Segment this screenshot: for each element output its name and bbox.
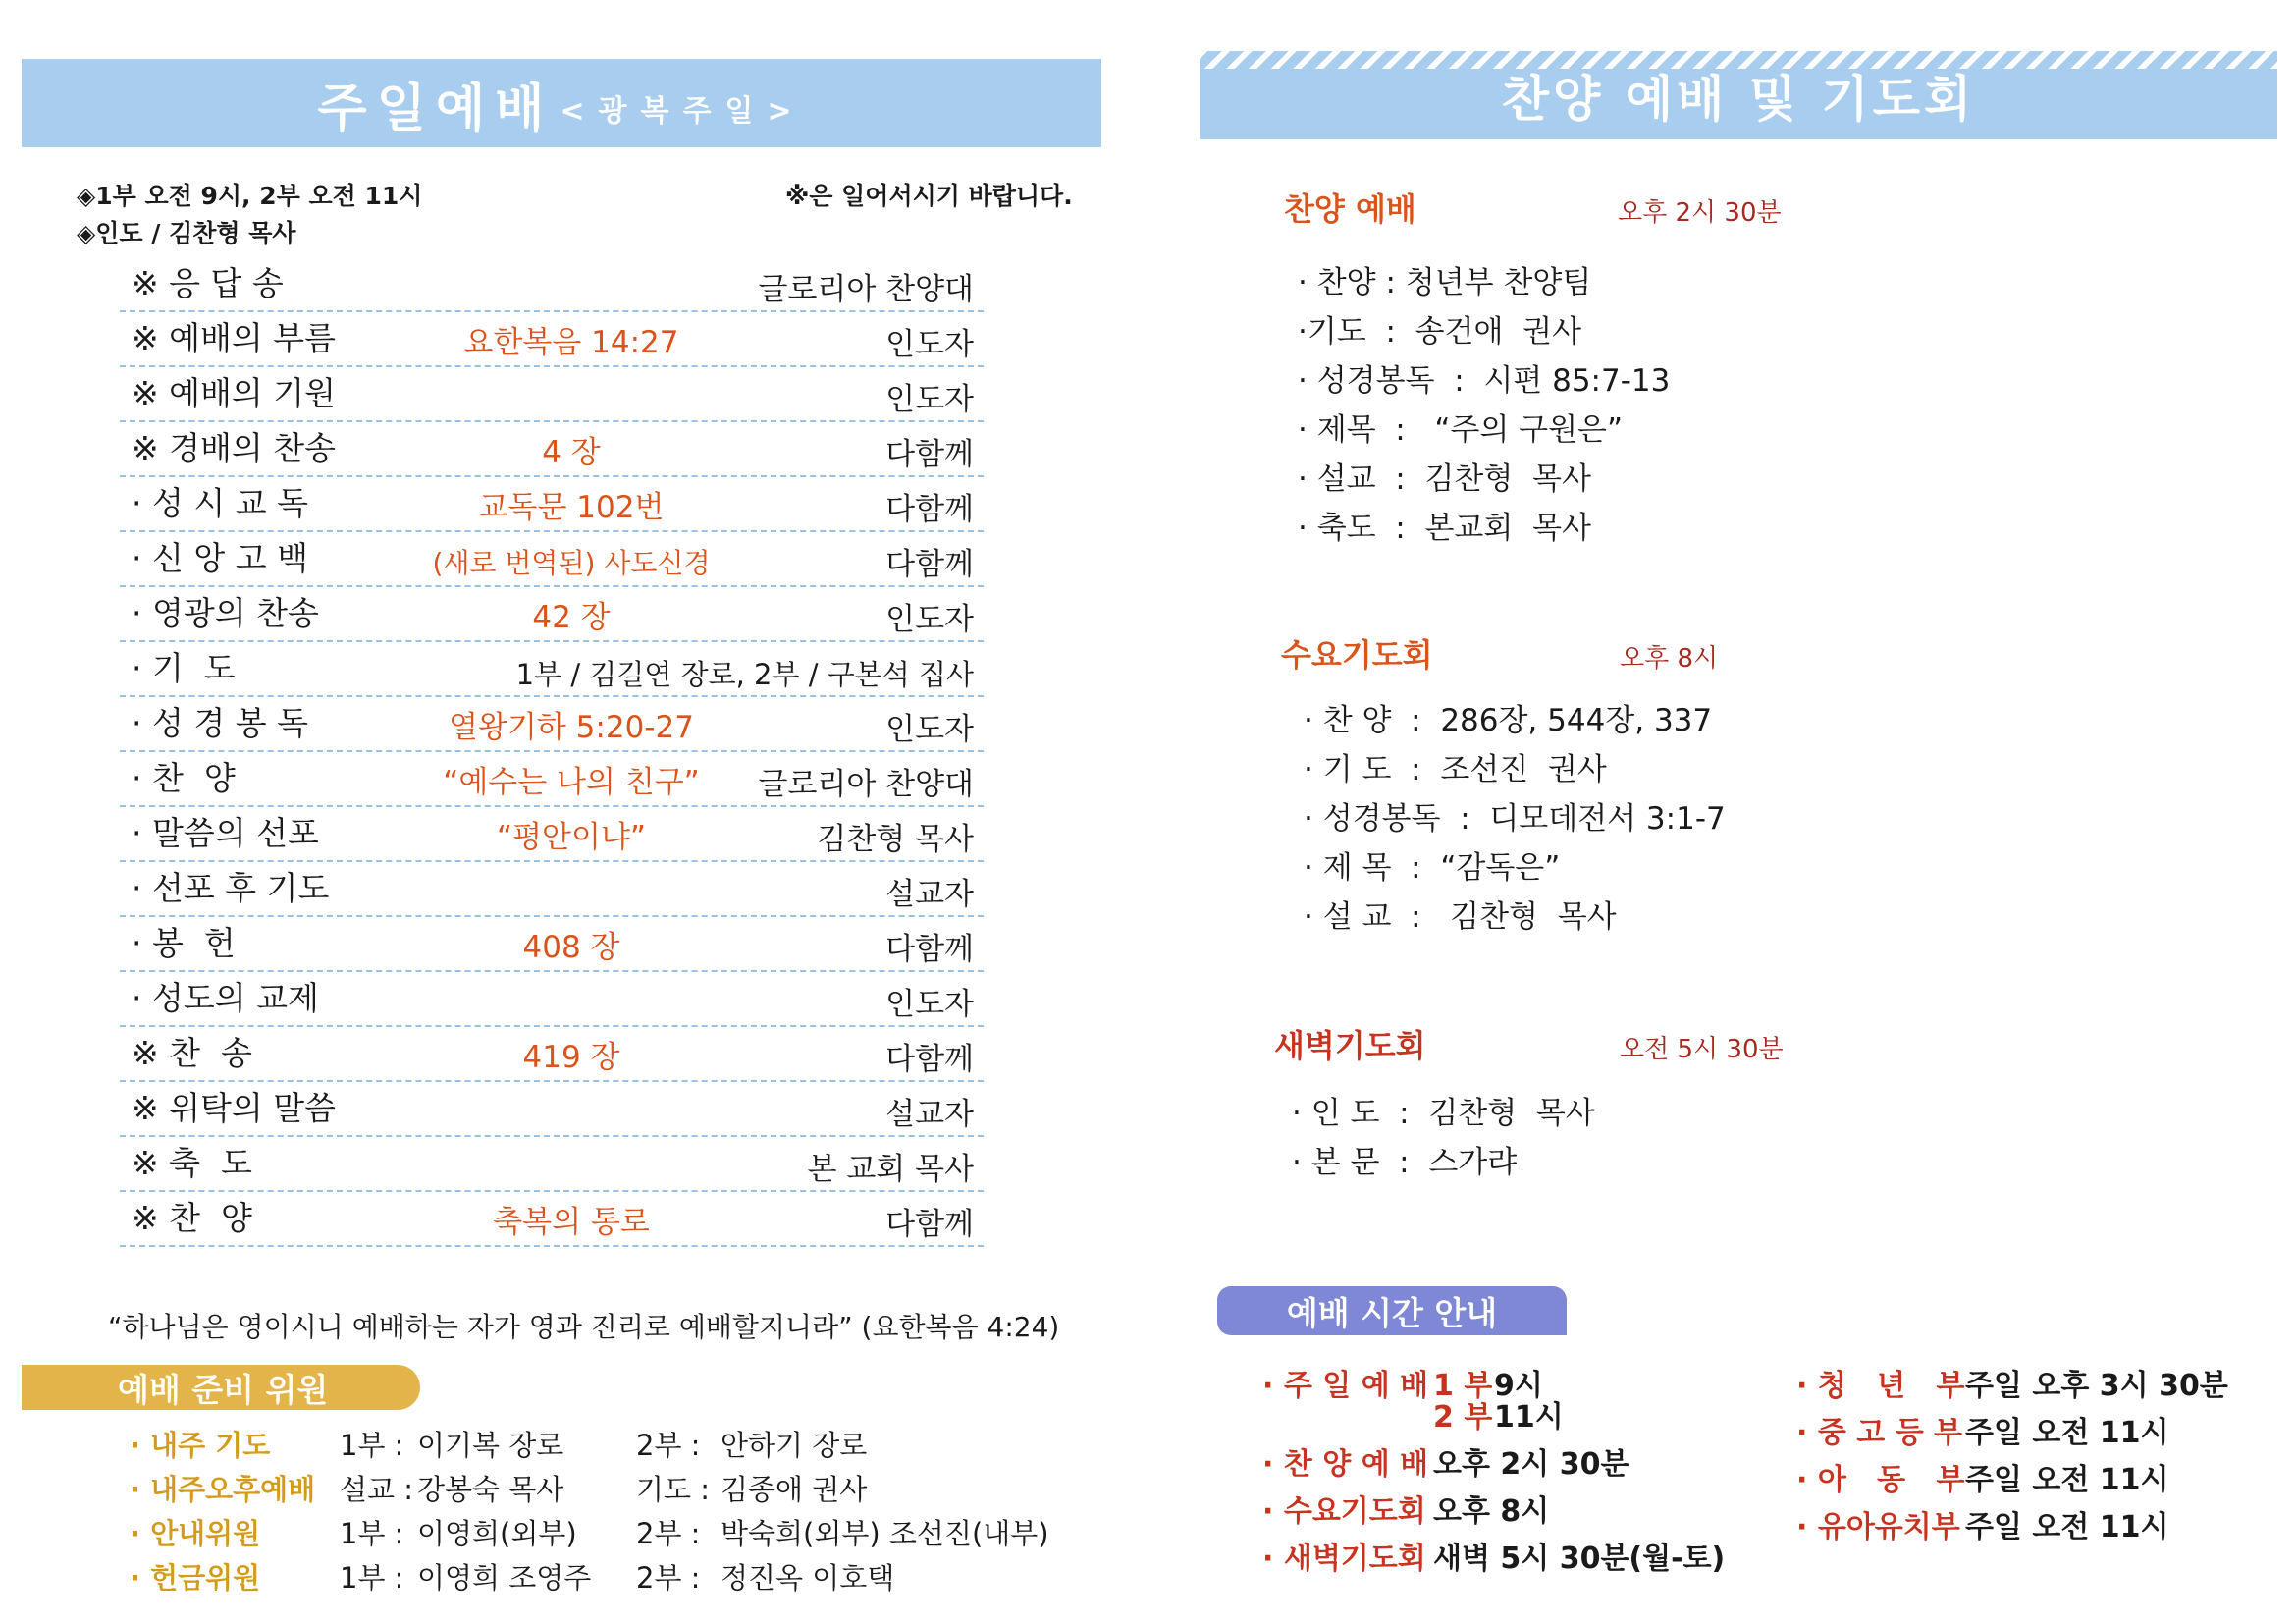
guide-dept-label: · 아 동 부 bbox=[1796, 1463, 1965, 1497]
committee-title-text: 예배 준비 위원 bbox=[118, 1370, 329, 1409]
worship-item-name: · 말씀의 선포 bbox=[132, 814, 319, 852]
guide-dept-label: · 청 년 부 bbox=[1796, 1369, 1965, 1403]
worship-item-detail: 408 장 bbox=[522, 930, 620, 965]
service-leader: ◈인도 / 김찬형 목사 bbox=[77, 219, 296, 247]
service-times: ◈1부 오전 9시, 2부 오전 11시 bbox=[77, 182, 423, 210]
worship-order-row bbox=[120, 862, 984, 917]
committee-title bbox=[22, 1365, 420, 1410]
worship-order-row bbox=[120, 312, 984, 367]
left-header-bar bbox=[22, 59, 1101, 147]
worship-item-detail: 4 장 bbox=[542, 435, 601, 470]
worship-item-leader: 설교자 bbox=[885, 877, 974, 912]
worship-order-row bbox=[120, 752, 984, 807]
worship-item-name: ※ 경배의 찬송 bbox=[132, 429, 337, 467]
worship-order-row bbox=[120, 422, 984, 477]
worship-item-detail: “평안이냐” bbox=[497, 820, 646, 855]
worship-order-row bbox=[120, 532, 984, 587]
committee-row bbox=[130, 1512, 1111, 1551]
worship-order-row bbox=[120, 642, 984, 697]
worship-item-detail: “예수는 나의 친구” bbox=[443, 765, 700, 800]
guide-service-label: · 수요기도회 bbox=[1262, 1494, 1426, 1529]
dawn-prayer-title: 새벽기도회 bbox=[1274, 1027, 1426, 1064]
service-guide-title bbox=[1217, 1286, 1567, 1335]
guide-dept-label: · 유아유치부 bbox=[1796, 1510, 1960, 1544]
header-stripe-decoration bbox=[1200, 51, 2277, 69]
committee-a-label: 설교 : bbox=[340, 1473, 414, 1506]
worship-item-leader: 인도자 bbox=[885, 987, 974, 1022]
worship-item-name: · 성 경 봉 독 bbox=[132, 704, 308, 742]
worship-item-name: ※ 응 답 송 bbox=[132, 264, 284, 302]
worship-order-row bbox=[120, 917, 984, 972]
committee-a-value: 이영희(외부) bbox=[417, 1517, 577, 1550]
worship-item-name: · 기 도 bbox=[132, 649, 236, 687]
committee-b-value: 박숙희(외부) 조선진(내부) bbox=[721, 1517, 1049, 1550]
committee-a-label: 1부 : bbox=[340, 1429, 404, 1462]
committee-a-value: 이기복 장로 bbox=[417, 1429, 564, 1462]
detail-line: · 찬양 : 청년부 찬양팀 bbox=[1298, 265, 1592, 300]
committee-row bbox=[130, 1424, 1111, 1463]
worship-item-detail: 요한복음 14:27 bbox=[463, 325, 679, 360]
guide-service-label: · 찬 양 예 배 bbox=[1262, 1447, 1429, 1482]
worship-order-row bbox=[120, 972, 984, 1027]
worship-item-detail: 교독문 102번 bbox=[478, 490, 665, 525]
scripture-verse: “하나님은 영이시니 예배하는 자가 영과 진리로 예배할지니라” (요한복음 4:24) bbox=[108, 1311, 1060, 1343]
detail-line: ·기도 : 송건애 권사 bbox=[1298, 314, 1582, 350]
guide-part-label: 2 부 bbox=[1433, 1400, 1493, 1435]
worship-item-leader: 다함께 bbox=[885, 437, 974, 472]
worship-order-row bbox=[120, 1192, 984, 1247]
worship-item-name: · 봉 헌 bbox=[132, 924, 236, 962]
detail-line: · 축도 : 본교회 목사 bbox=[1298, 511, 1591, 546]
guide-dept-time: 주일 오전 11시 bbox=[1965, 1463, 2169, 1497]
committee-b-label: 2부 : bbox=[636, 1429, 701, 1462]
worship-item-name: ※ 찬 송 bbox=[132, 1034, 252, 1072]
page-subtitle: <광복주일> bbox=[560, 94, 806, 129]
guide-service-label: · 주 일 예 배 bbox=[1262, 1369, 1429, 1403]
worship-order-row bbox=[120, 477, 984, 532]
wednesday-prayer-title: 수요기도회 bbox=[1281, 636, 1433, 674]
worship-order-row bbox=[120, 1137, 984, 1192]
worship-item-name: ※ 위탁의 말씀 bbox=[132, 1089, 337, 1127]
guide-dept-label: · 중 고 등 부 bbox=[1796, 1416, 1963, 1450]
worship-item-leader: 1부 / 김길연 장로, 2부 / 구본석 집사 bbox=[515, 658, 974, 691]
guide-service-time: 새벽 5시 30분(월-토) bbox=[1433, 1542, 1726, 1576]
worship-item-leader: 다함께 bbox=[885, 1207, 974, 1242]
worship-item-leader: 다함께 bbox=[885, 1042, 974, 1077]
worship-item-detail: 42 장 bbox=[532, 600, 611, 635]
guide-service-time: 9시 bbox=[1494, 1369, 1543, 1403]
praise-service-time: 오후 2시 30분 bbox=[1618, 198, 1782, 228]
worship-order-row bbox=[120, 697, 984, 752]
guide-part-label: 1 부 bbox=[1433, 1369, 1493, 1403]
service-guide-title-text: 예배 시간 안내 bbox=[1286, 1293, 1498, 1332]
committee-role: · 내주 기도 bbox=[130, 1429, 271, 1462]
detail-line: · 제목 : “주의 구원은” bbox=[1298, 412, 1624, 448]
detail-line: · 찬 양 : 286장, 544장, 337 bbox=[1304, 703, 1713, 738]
committee-role: · 내주오후예배 bbox=[130, 1473, 316, 1506]
worship-item-leader: 다함께 bbox=[885, 547, 974, 582]
worship-order-row bbox=[120, 807, 984, 862]
worship-item-detail: 419 장 bbox=[522, 1040, 620, 1075]
worship-item-leader: 글로리아 찬양대 bbox=[758, 272, 974, 307]
dawn-prayer-time: 오전 5시 30분 bbox=[1620, 1035, 1784, 1064]
worship-item-leader: 다함께 bbox=[885, 932, 974, 967]
standing-note: ※은 일어서시기 바랍니다. bbox=[785, 182, 1073, 210]
detail-line: · 본 문 : 스가랴 bbox=[1292, 1145, 1518, 1180]
right-page-title: 찬양 예배 및 기도회 bbox=[1501, 71, 1976, 128]
detail-line: · 설 교 : 김찬형 목사 bbox=[1304, 899, 1617, 935]
committee-role: · 헌금위원 bbox=[130, 1561, 261, 1595]
worship-item-leader: 설교자 bbox=[885, 1097, 974, 1132]
worship-item-detail: 축복의 통로 bbox=[493, 1205, 650, 1240]
worship-order-row bbox=[120, 367, 984, 422]
worship-item-name: · 성 시 교 독 bbox=[132, 484, 308, 522]
worship-item-leader: 인도자 bbox=[885, 602, 974, 637]
worship-item-name: · 영광의 찬송 bbox=[132, 594, 319, 632]
guide-service-time: 11시 bbox=[1494, 1400, 1564, 1435]
guide-dept-time: 주일 오전 11시 bbox=[1965, 1416, 2169, 1450]
committee-a-value: 강봉숙 목사 bbox=[417, 1473, 564, 1506]
worship-item-name: · 성도의 교제 bbox=[132, 979, 319, 1017]
order-of-worship bbox=[120, 257, 984, 1247]
committee-b-value: 김종애 권사 bbox=[721, 1473, 868, 1506]
committee-row bbox=[130, 1556, 1111, 1596]
guide-service-time: 오후 8시 bbox=[1433, 1494, 1550, 1529]
worship-item-detail: 열왕기하 5:20-27 bbox=[449, 710, 694, 745]
worship-order-row bbox=[120, 257, 984, 312]
worship-item-name: ※ 예배의 부름 bbox=[132, 319, 337, 357]
worship-item-name: ※ 축 도 bbox=[132, 1144, 252, 1182]
worship-item-name: · 찬 양 bbox=[132, 759, 236, 797]
worship-item-leader: 다함께 bbox=[885, 492, 974, 527]
committee-a-label: 1부 : bbox=[340, 1561, 404, 1595]
worship-item-name: · 선포 후 기도 bbox=[132, 869, 330, 907]
worship-item-name: · 신 앙 고 백 bbox=[132, 539, 308, 577]
worship-item-name: ※ 예배의 기원 bbox=[132, 374, 337, 412]
worship-item-leader: 글로리아 찬양대 bbox=[758, 767, 974, 802]
committee-row bbox=[130, 1468, 1111, 1507]
committee-b-label: 2부 : bbox=[636, 1561, 701, 1595]
committee-b-label: 2부 : bbox=[636, 1517, 701, 1550]
worship-item-leader: 김찬형 목사 bbox=[817, 822, 974, 857]
worship-order-row bbox=[120, 1082, 984, 1137]
worship-item-detail: (새로 번역된) 사도신경 bbox=[432, 547, 711, 579]
committee-role: · 안내위원 bbox=[130, 1517, 261, 1550]
detail-line: · 성경봉독 : 시편 85:7-13 bbox=[1298, 363, 1671, 399]
page-title: 주일예배 bbox=[317, 79, 555, 138]
worship-order-row bbox=[120, 587, 984, 642]
wednesday-prayer-time: 오후 8시 bbox=[1620, 644, 1719, 674]
detail-line: · 제 목 : “감독은” bbox=[1304, 850, 1561, 886]
committee-a-label: 1부 : bbox=[340, 1517, 404, 1550]
committee-b-value: 정진옥 이호택 bbox=[721, 1561, 895, 1595]
detail-line: · 인 도 : 김찬형 목사 bbox=[1292, 1096, 1595, 1131]
praise-service-title: 찬양 예배 bbox=[1284, 190, 1416, 228]
guide-service-time: 오후 2시 30분 bbox=[1433, 1447, 1629, 1482]
worship-item-leader: 인도자 bbox=[885, 327, 974, 362]
detail-line: · 기 도 : 조선진 권사 bbox=[1304, 752, 1607, 787]
committee-b-value: 안하기 장로 bbox=[721, 1429, 868, 1462]
guide-service-label: · 새벽기도회 bbox=[1262, 1542, 1426, 1576]
worship-item-leader: 인도자 bbox=[885, 712, 974, 747]
committee-a-value: 이영희 조영주 bbox=[417, 1561, 592, 1595]
worship-item-leader: 본 교회 목사 bbox=[807, 1152, 974, 1187]
detail-line: · 설교 : 김찬형 목사 bbox=[1298, 461, 1591, 497]
worship-item-leader: 인도자 bbox=[885, 382, 974, 417]
detail-line: · 성경봉독 : 디모데전서 3:1-7 bbox=[1304, 801, 1726, 837]
committee-b-label: 기도 : bbox=[636, 1473, 711, 1506]
guide-dept-time: 주일 오후 3시 30분 bbox=[1965, 1369, 2228, 1403]
worship-item-name: ※ 찬 양 bbox=[132, 1199, 252, 1237]
worship-order-row bbox=[120, 1027, 984, 1082]
guide-dept-time: 주일 오전 11시 bbox=[1965, 1510, 2169, 1544]
